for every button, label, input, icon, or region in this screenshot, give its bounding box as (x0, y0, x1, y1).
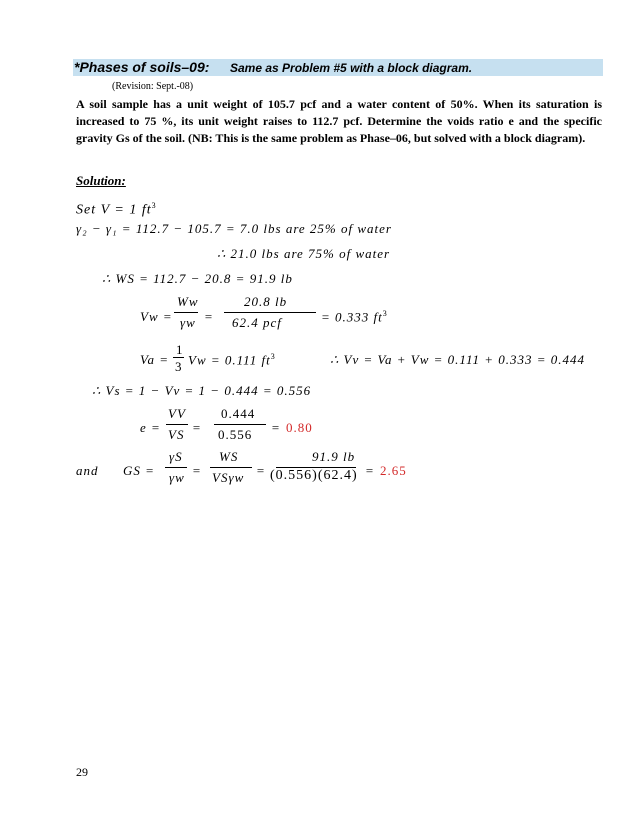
solids-weight-eq: ∴ WS = 112.7 − 20.8 = 91.9 lb (102, 271, 293, 286)
gamma-difference-eq: γ₂ − γ₁ = 112.7 − 105.7 = 7.0 lbs are 25% of water (76, 221, 392, 236)
va-fraction-num: 1 (176, 342, 184, 357)
vw-numerator-value: 20.8 lb (244, 294, 288, 309)
gs-equals-1: = (192, 463, 202, 478)
set-volume-eq: Set V = 1 $ft^3$ (76, 201, 157, 218)
vw-lhs: Vw = (140, 309, 173, 324)
e-fraction-bar (166, 424, 188, 425)
e-denominator: VS (168, 427, 185, 442)
e-numerator-value: 0.444 (221, 406, 256, 421)
gs-denominator-3: (0.556)(62.4) (270, 468, 358, 483)
va-fraction-den: 3 (175, 359, 183, 374)
specific-gravity-result: 2.65 (380, 463, 407, 478)
revision-note: (Revision: Sept.-08) (112, 81, 194, 92)
page-title: *Phases of soils–09: (74, 59, 210, 75)
gs-denominator-2: VSγw (212, 470, 245, 485)
e-value-fraction-bar (214, 424, 266, 425)
vw-numerator: Ww (177, 294, 199, 309)
vw-value-fraction-bar (224, 312, 316, 313)
page-number: 29 (76, 765, 88, 779)
vw-fraction-bar (174, 312, 198, 313)
vw-denominator: γw (180, 315, 196, 330)
solution-label: Solution: (76, 173, 126, 188)
gs-numerator-1: γS (169, 449, 183, 464)
e-denominator-value: 0.556 (218, 427, 253, 442)
problem-statement: A soil sample has a unit weight of 105.7 pcf and a water content of 50%. When its saturation is increased to 75 %, its unit weight raises to 112.7 pcf. Determine the voids ratio e and the specific gravity Gs of the soil. (NB: This is the same problem as Phase–06, but solved with a block diagram). (76, 97, 602, 145)
page-subtitle: Same as Problem #5 with a block diagram. (230, 61, 473, 75)
gs-lhs: GS = (123, 463, 155, 478)
va-fraction-bar (173, 357, 184, 358)
and-label: and (76, 463, 99, 478)
gs-equals-2: = (256, 463, 266, 478)
vw-denominator-value: 62.4 pcf (232, 315, 282, 330)
e-numerator: VV (168, 406, 186, 421)
va-rest: Vw = 0.111 $ft^3$ (188, 352, 276, 368)
gs-numerator-2: WS (219, 449, 239, 464)
vw-equals: = (204, 309, 214, 324)
e-equals-2: = (271, 420, 281, 435)
vs-eq: ∴ Vs = 1 − Vv = 1 − 0.444 = 0.556 (92, 383, 312, 398)
gs-numerator-3: 91.9 lb (312, 449, 356, 464)
gs-fraction-bar-2 (210, 467, 252, 468)
vw-result: = 0.333 $ft^3$ (321, 309, 388, 325)
voids-ratio-result: 0.80 (286, 420, 313, 435)
e-equals: = (192, 420, 202, 435)
vv-eq: ∴ Vv = Va + Vw = 0.111 + 0.333 = 0.444 (330, 352, 586, 367)
water-weight-eq: ∴ 21.0 lbs are 75% of water (217, 246, 391, 261)
gs-fraction-bar-1 (165, 467, 187, 468)
e-lhs: e = (140, 420, 161, 435)
gs-denominator-1: γw (169, 470, 185, 485)
va-lhs: Va = (140, 352, 170, 367)
gs-equals-3: = (365, 463, 375, 478)
